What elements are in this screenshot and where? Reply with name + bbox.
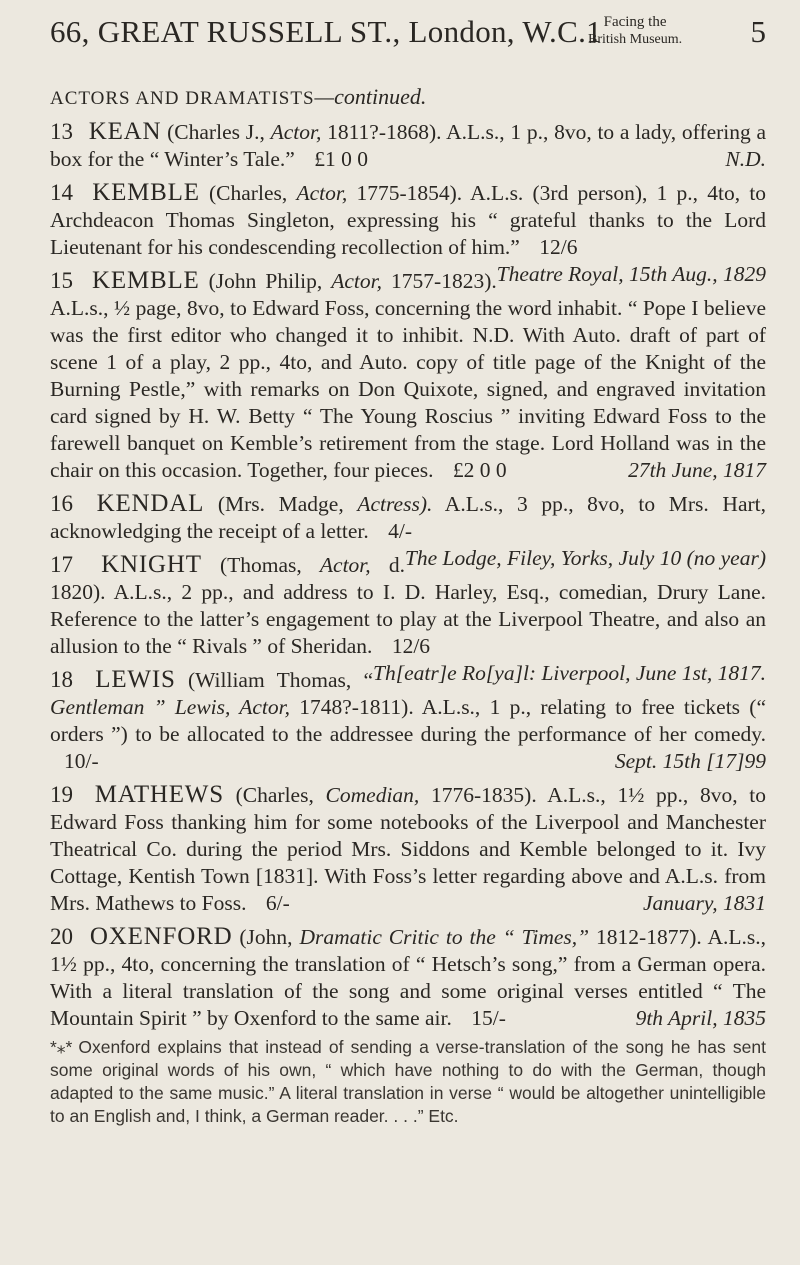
entry-role: Actor, — [296, 181, 348, 205]
entry-who: (Charles, — [209, 181, 288, 205]
entry-date: Sept. 15th [17]99 — [614, 749, 766, 773]
entry-price: 15/- — [471, 1006, 506, 1030]
page-number: 5 — [750, 14, 766, 49]
entry-price: 6/- — [265, 891, 290, 915]
entry-date: N.D. — [725, 147, 766, 171]
entry-body: 1811?-1868). A.L.s., 1 p., 8vo, to a lady, offering a box for the “ Winter’s Tale.” — [50, 120, 767, 171]
entry-body: A.L.s., 3 pp., 8vo, to Mrs. Hart, acknowledging the receipt of a letter. — [50, 492, 766, 543]
entry-date: 27th June, 1817 — [628, 458, 766, 482]
entry-name: MATHEWS — [94, 781, 224, 808]
entry-date: 9th April, 1835 — [635, 1006, 766, 1030]
entry-price: £2 0 0 — [452, 458, 507, 482]
header-note-line2: British Museum. — [588, 32, 683, 47]
entry-name: KNIGHT — [101, 551, 202, 578]
entry-who: (William Thomas, “ — [187, 668, 374, 692]
entry-role: Actor, — [331, 269, 382, 293]
entry-who: (Thomas, — [219, 553, 302, 577]
editorial-note — [50, 1036, 766, 1128]
entry-name: LEWIS — [95, 666, 176, 693]
entry-name: KEMBLE — [92, 267, 200, 294]
section-heading-continued: —continued. — [314, 84, 427, 109]
entry-price: £1 0 0 — [314, 147, 368, 171]
entry-who: (John Philip, — [208, 269, 323, 293]
entry-price: 12/6 — [391, 634, 431, 658]
catalogue-entry — [50, 267, 766, 484]
entry-number: 17 — [50, 552, 73, 577]
catalogue-entry — [50, 781, 766, 917]
section-heading-caps: ACTORS AND DRAMATISTS — [50, 88, 315, 109]
entry-who: (Charles, — [235, 783, 314, 807]
entry-role: Gentleman ” Lewis, Actor, — [50, 695, 290, 719]
entry-name: KENDAL — [96, 490, 205, 517]
entry-price: 10/- — [64, 749, 99, 773]
entry-role: Actor, — [319, 553, 371, 577]
entry-list — [50, 118, 766, 1032]
entry-name: KEAN — [88, 118, 162, 145]
entry-who: (John, — [239, 925, 293, 949]
entry-body: 1757-1823). A.L.s., ½ page, 8vo, to Edward Foss, concerning the word inhabit. “ Pope I believe was the first editor who changed it to inhibit. N.D. With Auto. draft of part of scene 1 of a play, 2 pp., 4to, and Auto. copy of title page of the Knight of the Burning Pestle,” with remarks on Don Quixote, signed, and engraved invitation card signed by H. W. Betty “ The Young Roscius ” inviting Edward Foss to the farewell banquet on Kemble’s retirement from the stage. Lord Holland was in the chair on this occasion. Together, four pieces. — [50, 269, 766, 482]
header-address: 66, GREAT RUSSELL ST., London, W.C.1 — [50, 14, 602, 49]
header-note-line1: Facing the — [603, 14, 667, 30]
entry-role: Dramatic Critic to the “ Times,” — [299, 925, 590, 949]
entry-body: d. 1820). A.L.s., 2 pp., and address to I. D. Harley, Esq., comedian, Drury Lane. Reference to the latter’s engagement to play at the Liverpool Theatre, and also an allusion to the “ Rivals ” of Sheridan. — [50, 553, 766, 658]
note-asterism: *⁎* — [50, 1037, 73, 1057]
entry-number: 15 — [50, 268, 73, 293]
header-location-note — [588, 14, 682, 48]
entry-body: 1776-1835). A.L.s., 1½ pp., 8vo, to Edward Foss thanking him for some notebooks of the Liverpool and Manchester Theatrical Co. during the period Mrs. Siddons and Kemble belonged to it. Ivy Cottage, Kentish Town [1831]. With Foss’s letter regarding above and A.L.s. from Mrs. Mathews to Foss. — [50, 783, 767, 915]
entry-date: January, 1831 — [642, 891, 766, 915]
note-text: Oxenford explains that instead of sending a verse-translation of the song he has sent some original words of his own, “ which have nothing to do with the German, though adapted to the same music.” A literal translation in verse “ would be altogether unintelligible to an English and, I think, a German reader. . . .” Etc. — [50, 1037, 766, 1126]
entry-number: 14 — [50, 180, 73, 205]
entry-body: 1812-1877). A.L.s., 1½ pp., 4to, concerning the translation of “ Hetsch’s song,” from a German opera. With a literal translation of the song and some original verses entitled “ The Mountain Spirit ” by Oxenford to the same air. — [50, 925, 766, 1030]
entry-number: 13 — [50, 119, 73, 144]
entry-number: 19 — [50, 782, 73, 807]
entry-who: (Charles J., — [167, 120, 265, 144]
entry-date: Theatre Royal, 15th Aug., 1829 — [496, 262, 766, 286]
page-header — [50, 14, 766, 52]
entry-role: Actress). — [357, 492, 433, 516]
entry-price: 12/6 — [539, 235, 578, 259]
entry-who: (Mrs. Madge, — [217, 492, 344, 516]
section-heading — [50, 84, 766, 112]
entry-body: 1748?-1811). A.L.s., 1 p., relating to free tickets (“ orders ”) to be allocated to the addressee during the performance of her comedy. — [50, 695, 766, 746]
entry-role: Actor, — [270, 120, 322, 144]
entry-number: 20 — [50, 924, 73, 949]
entry-price: 4/- — [388, 519, 413, 543]
entry-name: OXENFORD — [89, 923, 233, 950]
catalogue-entry — [50, 923, 766, 1032]
entry-number: 18 — [50, 667, 73, 692]
entry-name: KEMBLE — [92, 179, 200, 206]
entry-body: 1775-1854). A.L.s. (3rd person), 1 p., 4to, to Archdeacon Thomas Singleton, expressing his “ grateful thanks to the Lord Lieutenant for his condescending recollection of him.” — [50, 181, 767, 259]
catalogue-entry — [50, 118, 766, 173]
entry-date: Th[eatr]e Ro[ya]l: Liverpool, June 1st, 1817. — [373, 661, 766, 685]
entry-number: 16 — [50, 491, 73, 516]
entry-date: The Lodge, Filey, Yorks, July 10 (no year) — [404, 546, 766, 570]
entry-role: Comedian, — [325, 783, 420, 807]
